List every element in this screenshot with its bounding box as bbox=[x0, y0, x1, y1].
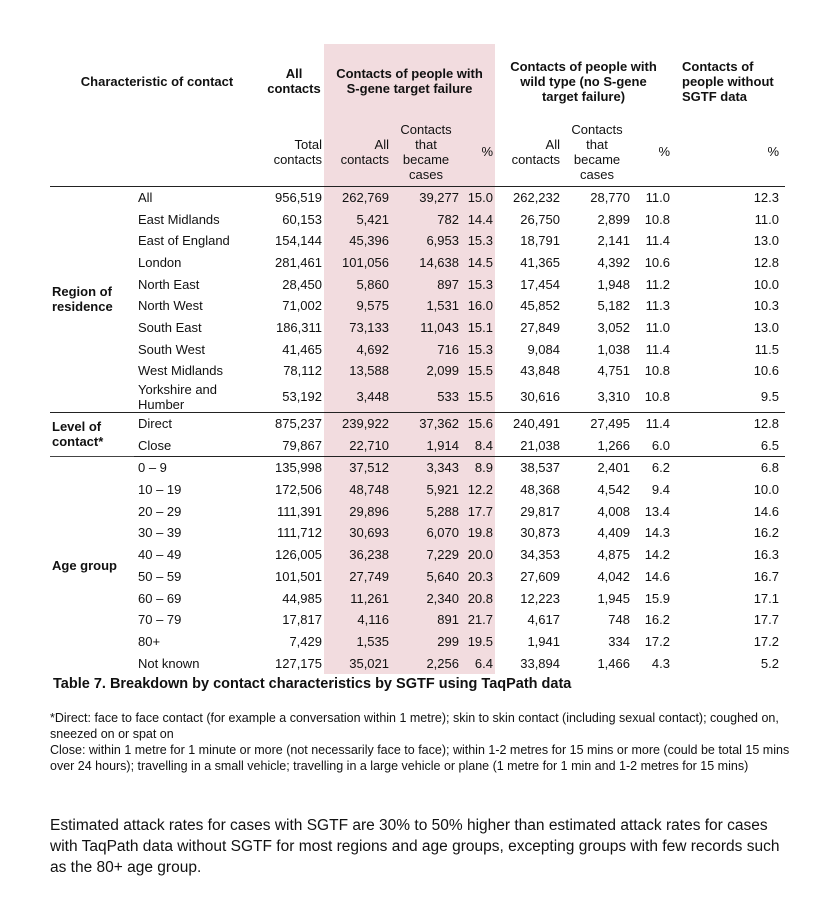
cell-wild-cases: 1,266 bbox=[597, 437, 630, 453]
row-label: London bbox=[138, 254, 182, 270]
cell-sgtf-cases: 39,277 bbox=[391, 186, 461, 208]
table-row bbox=[50, 338, 785, 360]
cell-wild-all: 4,617 bbox=[527, 612, 560, 628]
cell-total: 111,391 bbox=[276, 503, 322, 519]
cell-sgtf-all: 11,261 bbox=[324, 587, 391, 609]
cell-total: 172,506 bbox=[275, 482, 322, 498]
cell-wild-pct: 11.3 bbox=[645, 298, 670, 314]
cell-wild-cases: 3,310 bbox=[597, 389, 630, 405]
cell-wild-cases: 4,875 bbox=[597, 547, 630, 563]
cell-sgtf-pct: 15.5 bbox=[461, 382, 495, 413]
cell-no-sgtf-pct: 10.6 bbox=[753, 363, 779, 379]
cell-total: 135,998 bbox=[264, 457, 324, 479]
footnote-direct: *Direct: face to face contact (for example a conversation within 1 metre); skin to skin contact (including sexual contact); coughed on, sneezed on or spat on bbox=[50, 711, 779, 741]
cell-wild-cases: 1,038 bbox=[597, 341, 630, 357]
cell-wild-all: 27,849 bbox=[520, 319, 560, 335]
cell-wild-all: 45,852 bbox=[520, 298, 560, 314]
cell-wild-pct: 14.2 bbox=[644, 547, 670, 563]
header-characteristic: Characteristic of contact bbox=[80, 73, 234, 89]
cell-total: 956,519 bbox=[264, 186, 324, 208]
cell-no-sgtf-pct: 17.7 bbox=[753, 612, 779, 628]
cell-no-sgtf-pct: 17.2 bbox=[753, 633, 779, 649]
cell-no-sgtf-pct: 14.6 bbox=[753, 503, 779, 519]
row-label: North East bbox=[138, 276, 200, 292]
row-label: South East bbox=[138, 319, 202, 335]
row-label: 40 – 49 bbox=[138, 547, 182, 563]
cell-sgtf-cases: 14,638 bbox=[391, 252, 461, 274]
cell-wild-pct: 14.3 bbox=[644, 525, 670, 541]
cell-wild-cases: 4,008 bbox=[597, 503, 630, 519]
cell-wild-all: 41,365 bbox=[520, 254, 560, 270]
cell-wild-pct: 11.4 bbox=[645, 341, 670, 357]
cell-sgtf-pct: 6.4 bbox=[461, 652, 495, 674]
cell-sgtf-pct: 15.3 bbox=[461, 338, 495, 360]
cell-sgtf-all: 29,896 bbox=[324, 500, 391, 522]
cell-wild-pct: 6.0 bbox=[651, 437, 670, 453]
group-level: Level of contact* bbox=[50, 412, 134, 456]
cell-wild-cases: 3,052 bbox=[597, 319, 630, 335]
group-age: Age group bbox=[50, 457, 134, 674]
cell-total: 281,461 bbox=[275, 254, 322, 270]
cell-wild-pct: 6.2 bbox=[632, 457, 672, 479]
contact-characteristics-table bbox=[50, 44, 785, 674]
cell-wild-all: 34,353 bbox=[520, 547, 560, 563]
cell-wild-all: 38,537 bbox=[495, 457, 562, 479]
cell-wild-all: 26,750 bbox=[520, 211, 560, 227]
cell-wild-pct: 10.8 bbox=[644, 389, 670, 405]
cell-sgtf-pct: 20.8 bbox=[461, 587, 495, 609]
cell-wild-cases: 4,042 bbox=[597, 568, 630, 584]
table-row bbox=[50, 566, 785, 588]
table-row bbox=[50, 412, 785, 434]
cell-total: 154,144 bbox=[275, 233, 322, 249]
cell-no-sgtf-pct: 16.2 bbox=[753, 525, 779, 541]
cell-wild-pct: 10.8 bbox=[644, 211, 670, 227]
table-row bbox=[50, 609, 785, 631]
cell-sgtf-cases: 782 bbox=[391, 208, 461, 230]
cell-no-sgtf-pct: 10.0 bbox=[753, 276, 779, 292]
cell-wild-pct: 15.9 bbox=[644, 590, 670, 606]
table-row bbox=[50, 544, 785, 566]
cell-no-sgtf-pct: 9.5 bbox=[760, 389, 779, 405]
subheader-sgtf-cases: Contacts that became cases bbox=[391, 118, 461, 186]
cell-sgtf-cases: 37,362 bbox=[391, 412, 461, 434]
cell-sgtf-pct: 14.5 bbox=[461, 252, 495, 274]
cell-sgtf-cases: 891 bbox=[391, 609, 461, 631]
cell-no-sgtf-pct: 13.0 bbox=[753, 233, 779, 249]
cell-sgtf-pct: 15.0 bbox=[461, 186, 495, 208]
cell-wild-all: 27,609 bbox=[520, 568, 560, 584]
cell-sgtf-cases: 716 bbox=[391, 338, 461, 360]
cell-wild-pct: 11.0 bbox=[645, 319, 670, 335]
subheader-sgtf-all: All contacts bbox=[324, 118, 391, 186]
cell-wild-pct: 11.2 bbox=[645, 276, 670, 292]
row-label: 80+ bbox=[138, 633, 161, 649]
cell-sgtf-cases: 5,640 bbox=[391, 566, 461, 588]
cell-wild-pct: 11.4 bbox=[645, 233, 670, 249]
row-label: Yorkshire and Humber bbox=[138, 381, 218, 412]
cell-sgtf-cases: 6,070 bbox=[391, 522, 461, 544]
cell-sgtf-cases: 2,340 bbox=[391, 587, 461, 609]
cell-wild-all: 240,491 bbox=[495, 412, 562, 434]
cell-sgtf-pct: 15.3 bbox=[461, 273, 495, 295]
cell-no-sgtf-pct: 10.3 bbox=[753, 298, 779, 314]
table-row bbox=[50, 295, 785, 317]
row-label: North West bbox=[138, 298, 203, 314]
row-label: 50 – 59 bbox=[138, 568, 182, 584]
cell-sgtf-all: 262,769 bbox=[324, 186, 391, 208]
cell-wild-pct: 10.8 bbox=[644, 363, 670, 379]
group-region: Region of residence bbox=[50, 186, 134, 412]
cell-sgtf-all: 37,512 bbox=[324, 457, 391, 479]
cell-wild-pct: 17.2 bbox=[644, 633, 670, 649]
cell-sgtf-cases: 7,229 bbox=[391, 544, 461, 566]
row-label: 60 – 69 bbox=[138, 590, 182, 606]
cell-sgtf-all: 3,448 bbox=[324, 382, 391, 413]
row-label: South West bbox=[138, 341, 205, 357]
cell-sgtf-cases: 3,343 bbox=[391, 457, 461, 479]
table-row bbox=[50, 317, 785, 339]
cell-sgtf-cases: 2,099 bbox=[391, 360, 461, 382]
table-row bbox=[50, 208, 785, 230]
cell-wild-cases: 28,770 bbox=[562, 186, 632, 208]
cell-sgtf-all: 4,116 bbox=[324, 609, 391, 631]
row-label: Close bbox=[138, 437, 172, 453]
cell-wild-pct: 4.3 bbox=[651, 655, 670, 671]
cell-sgtf-cases: 1,531 bbox=[391, 295, 461, 317]
cell-wild-cases: 2,899 bbox=[597, 211, 630, 227]
cell-wild-pct: 16.2 bbox=[644, 612, 670, 628]
cell-sgtf-all: 101,056 bbox=[324, 252, 391, 274]
subheader-wild-pct: % bbox=[658, 144, 670, 160]
row-label: West Midlands bbox=[138, 363, 224, 379]
cell-sgtf-pct: 21.7 bbox=[461, 609, 495, 631]
subheader-sgtf-pct: % bbox=[461, 118, 495, 186]
cell-total: 875,237 bbox=[264, 412, 324, 434]
table-row bbox=[50, 652, 785, 674]
row-label: 20 – 29 bbox=[138, 503, 182, 519]
cell-total: 111,712 bbox=[276, 525, 322, 541]
cell-sgtf-pct: 20.0 bbox=[461, 544, 495, 566]
cell-sgtf-all: 1,535 bbox=[324, 631, 391, 653]
cell-wild-cases: 2,141 bbox=[597, 233, 630, 249]
cell-sgtf-pct: 15.3 bbox=[461, 230, 495, 252]
cell-total: 17,817 bbox=[282, 612, 322, 628]
cell-no-sgtf-pct: 17.1 bbox=[753, 590, 779, 606]
table-row bbox=[50, 587, 785, 609]
cell-no-sgtf-pct: 6.8 bbox=[672, 457, 785, 479]
cell-sgtf-pct: 15.1 bbox=[461, 317, 495, 339]
cell-no-sgtf-pct: 12.3 bbox=[672, 186, 785, 208]
cell-no-sgtf-pct: 13.0 bbox=[753, 319, 779, 335]
cell-no-sgtf-pct: 11.0 bbox=[754, 211, 779, 227]
cell-wild-all: 29,817 bbox=[520, 503, 560, 519]
row-label: Direct bbox=[134, 412, 264, 434]
cell-sgtf-all: 35,021 bbox=[324, 652, 391, 674]
cell-wild-cases: 748 bbox=[608, 612, 630, 628]
table-row bbox=[50, 522, 785, 544]
cell-total: 60,153 bbox=[282, 211, 322, 227]
cell-total: 79,867 bbox=[282, 437, 322, 453]
cell-total: 101,501 bbox=[275, 568, 322, 584]
cell-wild-cases: 1,466 bbox=[597, 655, 630, 671]
header-sgtf: Contacts of people with S-gene target failure bbox=[324, 44, 495, 118]
cell-total: 7,429 bbox=[289, 633, 322, 649]
cell-wild-all: 9,084 bbox=[527, 341, 560, 357]
cell-sgtf-all: 73,133 bbox=[324, 317, 391, 339]
cell-total: 28,450 bbox=[282, 276, 322, 292]
cell-sgtf-pct: 8.4 bbox=[461, 434, 495, 456]
row-label: Not known bbox=[138, 655, 200, 671]
table-row bbox=[50, 457, 785, 479]
cell-sgtf-all: 9,575 bbox=[324, 295, 391, 317]
table-row bbox=[50, 360, 785, 382]
cell-sgtf-cases: 6,953 bbox=[391, 230, 461, 252]
subheader-total-contacts: Total contacts bbox=[273, 136, 322, 167]
cell-total: 126,005 bbox=[275, 547, 322, 563]
cell-wild-all: 30,873 bbox=[520, 525, 560, 541]
cell-wild-cases: 27,495 bbox=[562, 412, 632, 434]
cell-wild-all: 12,223 bbox=[520, 590, 560, 606]
row-label: East of England bbox=[138, 233, 230, 249]
cell-sgtf-all: 36,238 bbox=[324, 544, 391, 566]
cell-sgtf-pct: 19.8 bbox=[461, 522, 495, 544]
cell-wild-pct: 13.4 bbox=[644, 503, 670, 519]
cell-wild-cases: 4,392 bbox=[597, 254, 630, 270]
cell-total: 186,311 bbox=[275, 319, 322, 335]
cell-wild-cases: 334 bbox=[608, 633, 630, 649]
row-label: 70 – 79 bbox=[138, 612, 182, 628]
cell-wild-all: 30,616 bbox=[520, 389, 560, 405]
row-label: 10 – 19 bbox=[138, 482, 182, 498]
footnotes bbox=[50, 710, 790, 774]
cell-wild-all: 262,232 bbox=[495, 186, 562, 208]
table-row bbox=[50, 631, 785, 653]
cell-sgtf-pct: 17.7 bbox=[461, 500, 495, 522]
cell-sgtf-all: 239,922 bbox=[324, 412, 391, 434]
cell-sgtf-pct: 15.5 bbox=[461, 360, 495, 382]
cell-wild-cases: 4,409 bbox=[597, 525, 630, 541]
cell-sgtf-all: 30,693 bbox=[324, 522, 391, 544]
cell-no-sgtf-pct: 10.0 bbox=[753, 482, 779, 498]
cell-total: 41,465 bbox=[282, 341, 322, 357]
cell-wild-cases: 4,542 bbox=[597, 482, 630, 498]
header-all-contacts: All contacts bbox=[267, 66, 321, 96]
cell-sgtf-cases: 1,914 bbox=[391, 434, 461, 456]
cell-wild-pct: 11.4 bbox=[632, 412, 672, 434]
table-row bbox=[50, 230, 785, 252]
row-label: 0 – 9 bbox=[134, 457, 264, 479]
row-label: East Midlands bbox=[138, 211, 220, 227]
header-wild-type: Contacts of people with wild type (no S-gene target failure) bbox=[510, 58, 657, 104]
cell-total: 78,112 bbox=[283, 363, 322, 379]
cell-sgtf-pct: 8.9 bbox=[461, 457, 495, 479]
cell-sgtf-pct: 19.5 bbox=[461, 631, 495, 653]
cell-wild-cases: 2,401 bbox=[562, 457, 632, 479]
cell-wild-pct: 10.6 bbox=[644, 254, 670, 270]
cell-wild-all: 18,791 bbox=[520, 233, 560, 249]
cell-total: 44,985 bbox=[282, 590, 322, 606]
cell-wild-all: 17,454 bbox=[520, 276, 560, 292]
cell-sgtf-all: 48,748 bbox=[324, 479, 391, 501]
cell-wild-all: 48,368 bbox=[520, 482, 560, 498]
cell-no-sgtf-pct: 12.8 bbox=[753, 254, 779, 270]
table-caption: Table 7. Breakdown by contact characteristics by SGTF using TaqPath data bbox=[53, 676, 572, 692]
cell-no-sgtf-pct: 11.5 bbox=[754, 341, 779, 357]
cell-wild-cases: 5,182 bbox=[597, 298, 630, 314]
cell-wild-cases: 4,751 bbox=[597, 363, 630, 379]
cell-sgtf-cases: 5,921 bbox=[391, 479, 461, 501]
table-row bbox=[50, 479, 785, 501]
table-row bbox=[50, 252, 785, 274]
footnote-close: Close: within 1 metre for 1 minute or more (not necessarily face to face); within 1-2 metres for 15 mins or more (could be total 15 mins over 24 hours); travelling in a small vehicle; travelling in a large vehicle or plane (1 metre for 1 min and 1-2 metres for 15 mins) bbox=[50, 743, 790, 773]
cell-wild-all: 1,941 bbox=[527, 633, 560, 649]
cell-sgtf-pct: 14.4 bbox=[461, 208, 495, 230]
cell-sgtf-cases: 299 bbox=[391, 631, 461, 653]
cell-sgtf-all: 5,421 bbox=[324, 208, 391, 230]
cell-total: 53,192 bbox=[282, 389, 322, 405]
cell-sgtf-cases: 533 bbox=[391, 382, 461, 413]
cell-wild-all: 21,038 bbox=[520, 437, 560, 453]
cell-wild-all: 43,848 bbox=[520, 363, 560, 379]
cell-total: 127,175 bbox=[275, 655, 322, 671]
cell-sgtf-cases: 11,043 bbox=[391, 317, 461, 339]
cell-sgtf-all: 5,860 bbox=[324, 273, 391, 295]
table-row bbox=[50, 273, 785, 295]
cell-sgtf-pct: 12.2 bbox=[461, 479, 495, 501]
cell-sgtf-all: 13,588 bbox=[324, 360, 391, 382]
subheader-no-sgtf-pct: % bbox=[767, 144, 779, 160]
cell-no-sgtf-pct: 12.8 bbox=[672, 412, 785, 434]
cell-wild-pct: 11.0 bbox=[632, 186, 672, 208]
cell-no-sgtf-pct: 16.3 bbox=[753, 547, 779, 563]
body-paragraph: Estimated attack rates for cases with SGTF are 30% to 50% higher than estimated attack rates for cases with TaqPath data without SGTF for most regions and age groups, excepting groups with few records such as the 80+ age group. bbox=[50, 817, 780, 876]
cell-sgtf-all: 27,749 bbox=[324, 566, 391, 588]
cell-sgtf-all: 4,692 bbox=[324, 338, 391, 360]
cell-sgtf-all: 45,396 bbox=[324, 230, 391, 252]
table-row bbox=[50, 434, 785, 456]
cell-sgtf-all: 22,710 bbox=[324, 434, 391, 456]
subheader-wild-all: All contacts bbox=[511, 136, 560, 167]
cell-total: 71,002 bbox=[282, 298, 322, 314]
cell-sgtf-cases: 897 bbox=[391, 273, 461, 295]
header-no-sgtf: Contacts of people without SGTF data bbox=[682, 58, 774, 104]
cell-sgtf-pct: 15.6 bbox=[461, 412, 495, 434]
cell-wild-pct: 14.6 bbox=[644, 568, 670, 584]
row-label: 30 – 39 bbox=[138, 525, 182, 541]
table-row bbox=[50, 382, 785, 413]
table-row bbox=[50, 500, 785, 522]
table-row bbox=[50, 186, 785, 208]
cell-wild-all: 33,894 bbox=[520, 655, 560, 671]
row-label: All bbox=[134, 186, 264, 208]
cell-no-sgtf-pct: 5.2 bbox=[760, 655, 779, 671]
subheader-wild-cases: Contacts that became cases bbox=[571, 121, 623, 182]
cell-sgtf-pct: 20.3 bbox=[461, 566, 495, 588]
cell-sgtf-cases: 2,256 bbox=[391, 652, 461, 674]
cell-no-sgtf-pct: 16.7 bbox=[753, 568, 779, 584]
cell-sgtf-pct: 16.0 bbox=[461, 295, 495, 317]
cell-wild-pct: 9.4 bbox=[651, 482, 670, 498]
cell-wild-cases: 1,948 bbox=[597, 276, 630, 292]
cell-no-sgtf-pct: 6.5 bbox=[760, 437, 779, 453]
cell-sgtf-cases: 5,288 bbox=[391, 500, 461, 522]
cell-wild-cases: 1,945 bbox=[597, 590, 630, 606]
